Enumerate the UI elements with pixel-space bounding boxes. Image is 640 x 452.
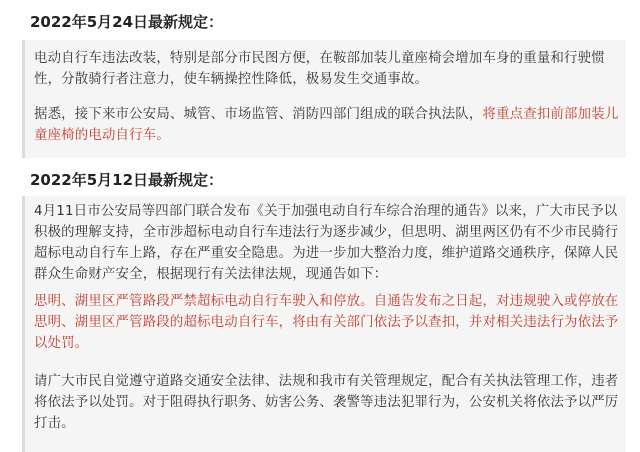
paragraph-strict-road-ban: 思明、湖里区严管路段严禁超标电动自行车驶入和停放。自通告发布之日起，对违规驶入或停放在思明、湖里区严管路段的超标电动自行车，将由有关部门依法予以查扣，并对相关违法行为依法予以处罚。 (34, 294, 619, 351)
paragraph-public-compliance: 请广大市民自觉遵守道路交通安全法律、法规和我市有关管理规定，配合有关执法管理工作，违者将依法予以处罚。对于阻碍执行职务、妨害公务、袭警等违法犯罪行为，公安机关将依法予以严厉打击。 (34, 374, 619, 431)
section-heading-may12: 2022年5月12日最新规定： (30, 171, 224, 189)
paragraph-enforcement-team (34, 104, 624, 146)
highlight-seize-child-seat: 将重点查扣前部加装儿童座椅的电动自行车。 (34, 107, 619, 143)
paragraph-modification-ban: 电动自行车违法改装，特别是部分市民图方便，在鞍部加装儿童座椅会增加车身的重量和行驶惯性，分散骑行者注意力，使车辆操控性降低，极易发生交通事故。 (34, 51, 605, 87)
section-heading-may24: 2022年5月24日最新规定： (30, 13, 224, 31)
paragraph-notice-background: 4月11日市公安局等四部门联合发布《关于加强电动自行车综合治理的通告》以来，广大市民予以积极的理解支持，全市涉超标电动自行车违法行为逐步减少，但思明、湖里两区仍有不少市民骑行超标电动自行车上路，存在严重安全隐患。为进一步加大整治力度，维护道路交通秩序，保障人民群众生命财产安全，根据现行有关法律法规，现通告如下： (34, 204, 619, 282)
enforcement-team-text: 据悉，接下来市公安局、城管、市场监管、消防四部门组成的联合执法队， (34, 107, 483, 122)
